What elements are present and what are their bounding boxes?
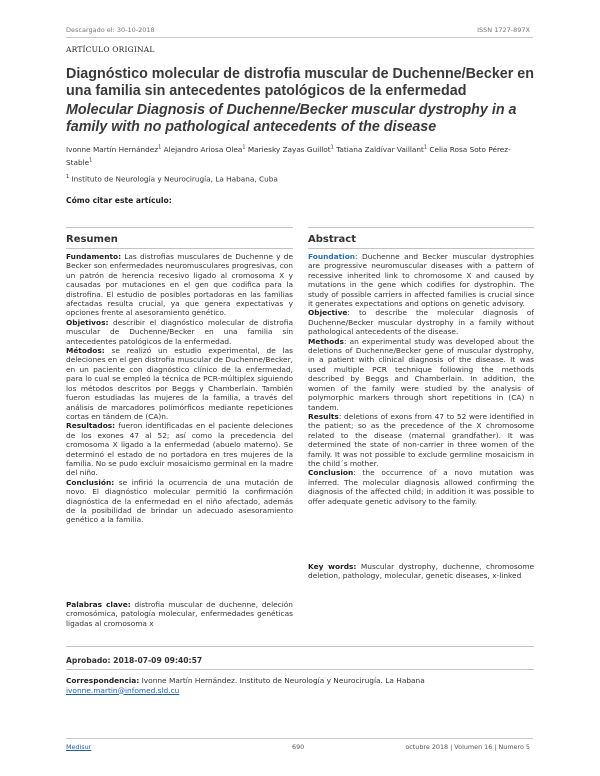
affiliation: $^1$ Instituto de Neurología y Neurocirugía, La Habana, Cuba	[66, 174, 278, 184]
correspondence-divider	[66, 669, 534, 670]
journal-link[interactable]: Medisur	[66, 743, 92, 751]
approved-divider	[66, 646, 534, 647]
abstract-paragraph: Objective: to describe the molecular diagnosis of Duchenne/Becker muscular dystrophy in a family without pathological antecedents of the disease.	[308, 308, 534, 337]
abstract-paragraph: Conclusion: the occurrence of a novo mutation was inferred. The molecular diagnosis allowed confirming the diagnosis of the affected child; in addition it was possible to offer adequate genetic advisory to the family.	[308, 468, 534, 506]
how-to-cite-label: Cómo citar este artículo:	[66, 196, 172, 205]
title-english: Molecular Diagnosis of Duchenne/Becker muscular dystrophy in a family with no pathological antecedents of the disease	[66, 102, 517, 135]
resumen-body	[66, 252, 293, 525]
abstract-body	[308, 252, 534, 506]
resumen-paragraph: Métodos: se realizó un estudio experimental, de las deleciones en el gen distrofia muscular de Duchenne/Becker, en un paciente con diagnóstico clínico de la enfermedad, para lo cual se empleó la técnica de PCR-múltiplex siguiendo los métodos descritos por Beggs y Chamberlain. También fueron estudiadas las mujeres de la familia, a través del análisis de marcadores polimórficos mediante repeticiones cortas en tándem de (CA)n.	[66, 346, 293, 421]
issue-info: octubre 2018 | Volumen 16 | Numero 5	[405, 743, 530, 751]
abstract-heading: Abstract	[308, 234, 357, 245]
resumen-paragraph: Resultados: fueron identificadas en el paciente deleciones de los exones 47 al 52; así como la precedencia del cromosoma X ligado a la enfermedad (abuelo materno). Se determinó el estado de no portadora en tres mujeres de la familia. No se pudo excluir mosaicismo germinal en la madre del niño.	[66, 421, 293, 478]
page-number: 690	[292, 743, 305, 751]
author: Ivonne Martín Hernández$^1$	[66, 145, 162, 155]
author: Alejandro Ariosa Olea$^1$	[163, 145, 246, 155]
palabras-clave: Palabras clave: distrofia muscular de duchenne, deleción cromosómica, patología molecular, enfermedades genéticas ligadas al cromosoma x	[66, 600, 293, 628]
correspondence: Correspondencia: Ivonne Martín Hernández. Instituto de Neurología y Neurocirugía. La Habana ivonne.martin@infomed.sld.cu	[66, 676, 425, 695]
abstract-paragraph: Results: deletions of exons from 47 to 52 were identified in the patient; so as the precedence of the X chromosome related to the disease (maternal grandfather). It was determined the state of non-carrier in three women of the family. It was not possible to exclude germline mosaicism in the child´s mother.	[308, 411, 534, 468]
resumen-heading-divider	[66, 248, 293, 249]
header-divider	[66, 37, 533, 38]
abstract-paragraph: Methods: an experimental study was developed about the deletions of Duchenne/Becker gene of muscular dystrophy, in a patient with clinical diagnosis of the disease. It was used multiple PCR technique following the methods described by Beggs and Chamberlain. In addition, the women of the family were studied by the analysis of polymorphic markers through short repetitions in (CA) n tandem.	[308, 336, 534, 412]
footer-divider	[66, 738, 533, 739]
abstract-heading-divider	[308, 248, 534, 249]
issn: ISSN 1727-897X	[477, 26, 530, 34]
section-label: ARTÍCULO ORIGINAL	[66, 45, 155, 54]
author: Mariesky Zayas Guillot$^1$	[247, 145, 334, 155]
author: Celia Rosa Soto Pérez-Stable$^1$	[66, 145, 511, 168]
resumen-paragraph: Fundamento: Las distrofias musculares de Duchenne y de Becker son enfermedades neuromusculares progresivas, con un patrón de herencia recesivo ligado al cromosoma X y causadas por mutaciones en el gen que codifica para la distrofina. El estudio de posibles portadoras en las familias afectadas resulta crucial, ya que genera expectativas y opciones frente al asesoramiento genético.	[66, 252, 293, 318]
resumen-top-divider	[66, 227, 293, 228]
key-words: Key words: Muscular dystrophy, duchenne, chromosome deletion, pathology, molecular, genetic diseases, x-linked	[308, 562, 534, 581]
author: Tatiana Zaldívar Vaillant$^1$	[336, 145, 428, 155]
author-list	[66, 143, 536, 169]
download-date: Descargado el: 30-10-2018	[66, 26, 155, 34]
approved-date: Aprobado: 2018-07-09 09:40:57	[66, 656, 203, 665]
resumen-paragraph: Conclusión: se infirió la ocurrencia de una mutación de novo. El diagnóstico molecular permitió la confirmación diagnóstica de la enfermedad en el niño afectado, además de la posibilidad de brindar un adecuado asesoramiento genético a la familia.	[66, 477, 293, 525]
correspondence-email-link[interactable]: ivonne.martin@infomed.sld.cu	[66, 685, 180, 695]
abstract-paragraph: Foundation: Duchenne and Becker muscular dystrophies are progressive neuromuscular diseases with a pattern of recessive inherited link to chromosome X and caused by mutations in the gene which codifies for dystrophin. The study of possible carriers in affected families is crucial since it generates expectations and options on genetic advisory.	[308, 252, 534, 309]
abstract-top-divider	[308, 227, 534, 228]
resumen-heading: Resumen	[66, 234, 118, 245]
title-spanish: Diagnóstico molecular de distrofia muscular de Duchenne/Becker en una familia sin antecedentes patológicos de la enfermedad	[66, 66, 534, 99]
resumen-paragraph: Objetivos: describir el diagnóstico molecular de distrofia muscular de Duchenne/Becker en una familia sin antecedentes patológicos de la enfermedad.	[66, 317, 293, 346]
